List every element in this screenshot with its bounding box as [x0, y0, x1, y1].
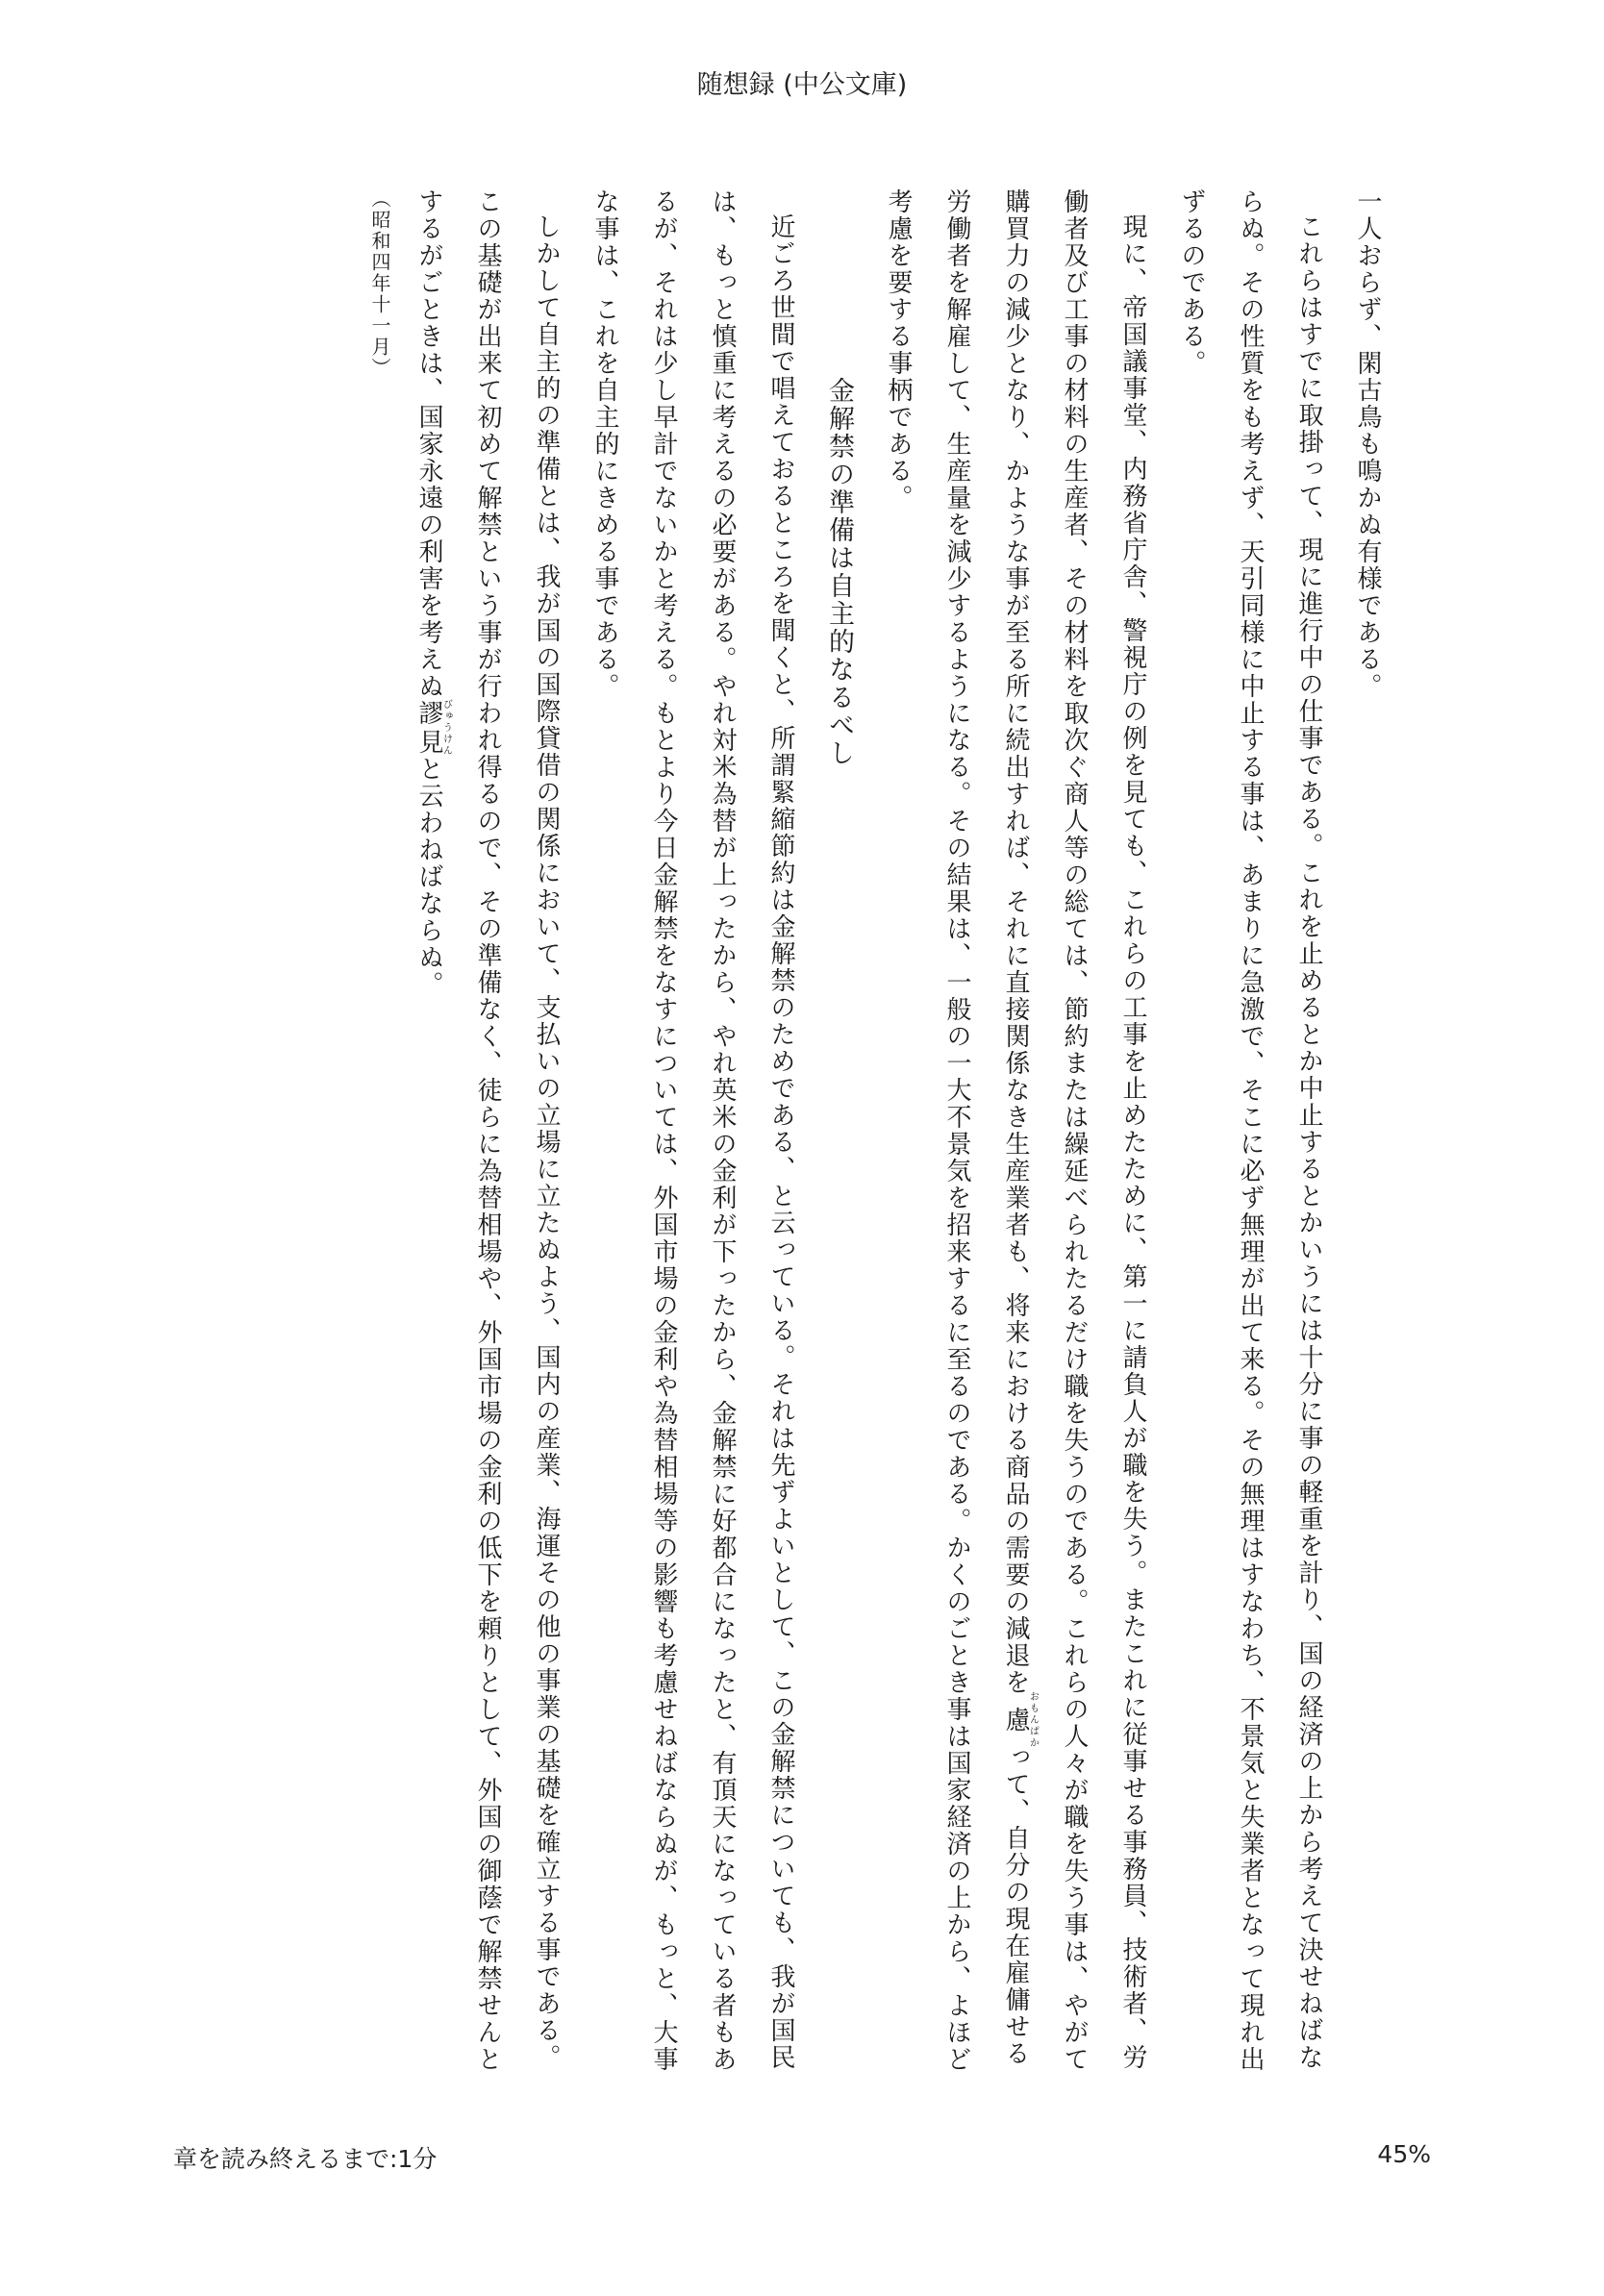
- ruby-base: 謬見: [414, 699, 443, 757]
- paragraph: 一人おらず、閑古鳥も鳴かぬ有様である。: [1353, 188, 1382, 700]
- paragraph-text: しかして自主的の準備とは、我が国の国際貸借の関係において、支払いの立場に立たぬよう、国内の産業、海運その他の事業の基礎を確立する事である。この基礎が出来て初めて解禁という事が行われ得るので、その準備なく、徒らに為替相場や、外国市場の金利の低下を頼りとして、外国の御蔭で解禁せんとするがごときは、国家永遠の利害を考えぬ: [414, 188, 561, 2073]
- ruby-reading: びゅうけん: [440, 699, 452, 757]
- ruby-word: [414, 699, 452, 757]
- ruby-word: [1001, 1691, 1039, 1749]
- date-block: [361, 188, 399, 2092]
- ruby-reading: おもんぱか: [1027, 1691, 1039, 1749]
- paragraph: [399, 188, 575, 2092]
- paragraph: これらはすでに取掛って、現に進行中の仕事である。これを止めるとか中止するとかいうには十分に事の軽重を計り、国の経済の上から考えて決せねばならぬ。その性質をも考えず、天引同様に中止する事は、あまりに急激で、そこに必ず無理が出て来る。その無理はすなわち、不景気と失業者となって現れ出ずるのである。: [1177, 188, 1323, 2073]
- book-title: 随想録 (中公文庫): [696, 70, 908, 100]
- paragraph-text: 現に、帝国議事堂、内務省庁舎、警視庁の例を見ても、これらの工事を止めたために、第一に請負人が職を失う。またこれに従事せる事務員、技術者、労働者及び工事の材料の生産者、その材料を取次ぐ商人等の総ては、節約または繰延べられたるだけ職を失うのである。これらの人々が職を失う事は、やがて購買力の減少となり、かような事が至る所に続出すれば、それに直接関係なき生産業者も、将来における商品の需要の減退を: [1001, 188, 1147, 2073]
- section-heading: 金解禁の準備は自主的なるべし: [824, 377, 854, 767]
- paragraph: [868, 188, 1162, 2092]
- paragraph-text: って、自分の現在雇傭せる労働者を解雇して、生産量を減少するようになる。その結果は、一般の一大不景気を招来するに至るのである。かくのごとき事は国家経済の上から、よほど考慮を要する事柄である。: [884, 188, 1030, 2073]
- paragraph: 近ごろ世間で唱えておるところを聞くと、所謂緊縮節約は金解禁のためである、と云っている。それは先ずよいとして、この金解禁についても、我が国民は、もっと慎重に考えるの必要がある。やれ対米為替が上ったから、やれ英米の金利が下ったから、金解禁に好都合になったと、有頂天になっている者もあるが、それは少し早計でないかと考える。もとより今日金解禁をなすについては、外国市場の金利や為替相場等の影響も考慮せねばならぬが、もっと、大事な事は、これを自主的にきめる事である。: [590, 188, 795, 2073]
- paragraph-text: と云わねばならぬ。: [414, 756, 443, 998]
- time-remaining: 章を読み終えるまで:1分: [173, 2145, 438, 2173]
- progress-percent: 45%: [1377, 2140, 1431, 2168]
- ruby-base: 慮: [1001, 1691, 1030, 1749]
- date-note: （昭和四年十一月）: [368, 188, 391, 379]
- vertical-text-page: [361, 188, 1396, 2092]
